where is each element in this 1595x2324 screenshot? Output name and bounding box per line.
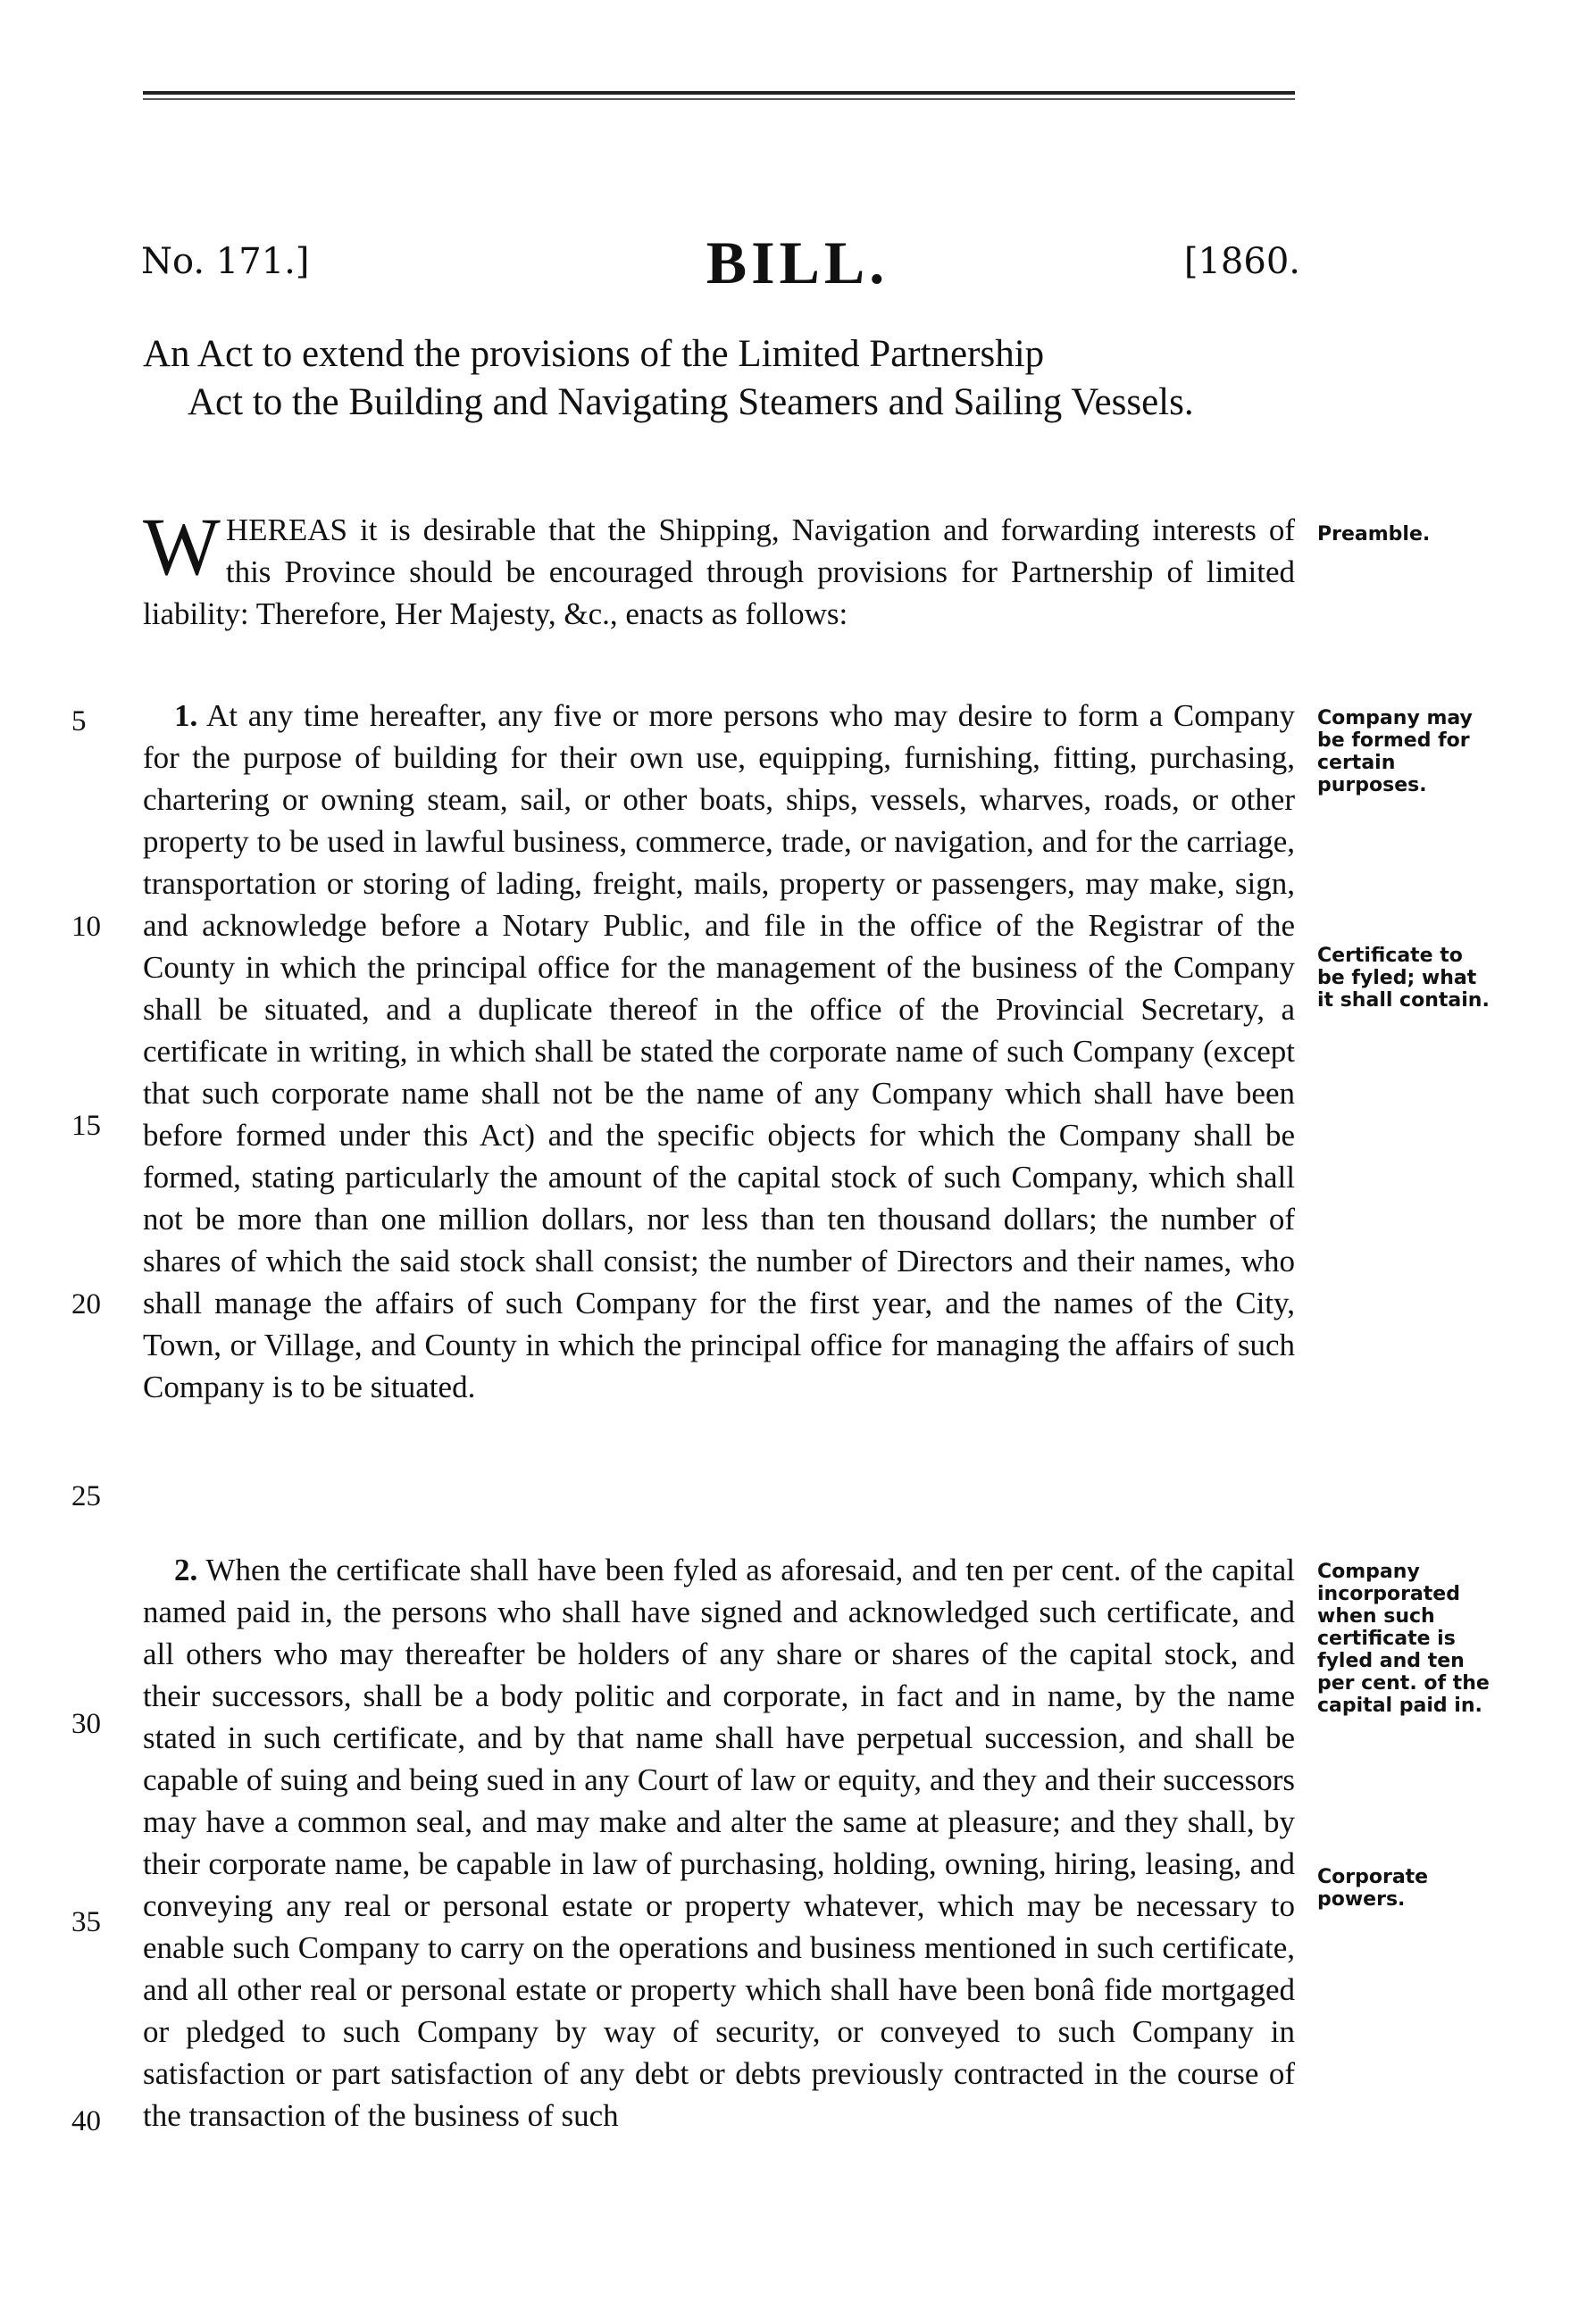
section-1-text: At any time hereafter, any five or more persons who may desire to form a Company for the purpose of building for their own use, equipping, furnishing, fitting, purchasing, chartering or owning steam, sail, or other boats, ships, vessels, wharves, roads, or other property to be used in lawful business, commerce, trade, or navigation, and for the carriage, transportation or storing of lading, freight, mails, property or passengers, may make, sign, and acknowledge before a Notary Public, and file in the office of the Registrar of the County in which the principal office for the management of the business of the Company shall be situated, and a duplicate thereof in the office of the Provincial Secretary, a certificate in writing, in which shall be stated the corporate name of such Company (except that such corporate name shall not be the name of any Company which shall have been before formed under this Act) and the specific objects for which the Company shall be formed, stating particularly the amount of the capital stock of such Company, which shall not be more than one million dollars, nor less than ten thousand dollars; the number of shares of which the said stock shall consist; the number of Directors and their names, who shall manage the affairs of such Company for the first year, and the names of the City, Town, or Village, and County in which the principal office for managing the affairs of such Company is to be situated.: [143, 698, 1295, 1404]
top-rule: [143, 89, 1295, 104]
page-title: BILL.: [706, 229, 889, 296]
line-number: 20: [71, 1288, 101, 1320]
line-number: 30: [71, 1708, 101, 1740]
line-number: 35: [71, 1906, 101, 1938]
margin-note-corporate-powers: Corporate powers.: [1317, 1866, 1429, 1911]
dropcap: W: [143, 501, 221, 592]
line-number: 10: [71, 911, 101, 943]
line-number: 25: [71, 1480, 101, 1512]
margin-note-incorporated: Company incorporated when such certificate is fyled and ten per cent. of the capital paid in.: [1317, 1561, 1490, 1717]
margin-note-preamble: Preamble.: [1317, 523, 1431, 546]
act-title-line1: An Act to extend the provisions of the Limited Partnership: [143, 333, 1045, 375]
bill-number: No. 171.]: [141, 241, 310, 282]
margin-note-certificate: Certificate to be fyled; what it shall contain.: [1317, 945, 1490, 1012]
section-2: [143, 1549, 1295, 2137]
line-number: 40: [71, 2105, 101, 2137]
bill-year: [1860.: [1183, 241, 1300, 282]
margin-note-company-may: Company may be formed for certain purposes.: [1317, 707, 1473, 796]
preamble-text: HEREAS it is desirable that the Shipping, Navigation and forwarding interests of this Province should be encouraged through provisions for Partnership of limited liability: Therefore, Her Majesty, &c., enacts as follows:: [143, 512, 1295, 631]
act-title: [143, 330, 1295, 427]
section-1-number: 1.: [174, 698, 198, 733]
preamble: [143, 501, 1295, 635]
line-number: 5: [71, 705, 87, 737]
act-title-line2: Act to the Building and Navigating Steamers and Sailing Vessels.: [188, 381, 1194, 423]
section-2-text: When the certificate shall have been fyled as aforesaid, and ten per cent. of the capital named paid in, the persons who shall have signed and acknowledged such certificate, and all others who may thereafter be holders of any share or shares of the capital stock, and their successors, shall be a body politic and corporate, in fact and in name, by the name stated in such certificate, and by that name shall have perpetual succession, and shall be capable of suing and being sued in any Court of law or equity, and they and their successors may have a common seal, and may make and alter the same at pleasure; and they shall, by their corporate name, be capable in law of purchasing, holding, owning, hiring, leasing, and conveying any real or personal estate or property whatever, which may be necessary to enable such Company to carry on the operations and business mentioned in such certificate, and all other real or personal estate or property which shall have been bonâ fide mortgaged or pledged to such Company by way of security, or conveyed to such Company in satisfaction or part satisfaction of any debt or debts previously contracted in the course of the transaction of the business of such: [143, 1553, 1296, 2133]
line-number: 15: [71, 1110, 101, 1142]
section-2-number: 2.: [174, 1553, 198, 1587]
section-1: [143, 695, 1295, 1408]
